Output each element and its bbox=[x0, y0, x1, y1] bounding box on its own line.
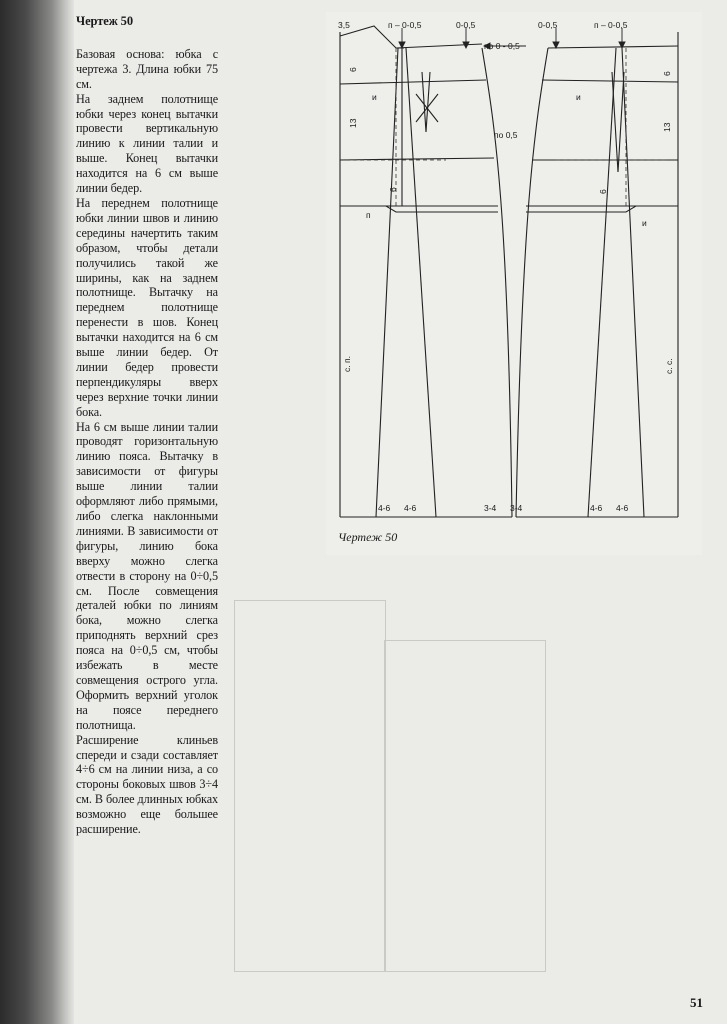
label-po-0-05: по 0 - 0,5 bbox=[484, 41, 520, 51]
label-hem: 3-4 bbox=[484, 503, 497, 513]
show-through-frame bbox=[384, 640, 546, 972]
paragraph: Базовая основа: юбка с чертежа 3. Длина юбки 75 см. bbox=[76, 46, 218, 91]
label-ss: с. с. bbox=[664, 358, 674, 374]
front-yoke-edge bbox=[526, 206, 678, 212]
paragraph: На заднем полотнище юбки через конец вытачки провести вертикальную линию к линии талии и выше. Конец вытачки находится на 6 см выше линии бедер. bbox=[76, 91, 218, 196]
label-hem: 4-6 bbox=[590, 503, 603, 513]
label-0-05-left: 0-0,5 bbox=[456, 20, 476, 30]
pattern-svg bbox=[326, 12, 702, 555]
arrow-head bbox=[553, 42, 559, 48]
back-panel-line-b bbox=[406, 48, 436, 517]
label-3-5: 3,5 bbox=[338, 20, 350, 30]
label-p-left: п – 0-0,5 bbox=[388, 20, 422, 30]
label-hem: 3-4 bbox=[510, 503, 523, 513]
back-waistband-top bbox=[396, 44, 482, 48]
label-i: и bbox=[372, 92, 377, 102]
label-i: и bbox=[642, 218, 647, 228]
label-0-05-right: 0-0,5 bbox=[538, 20, 558, 30]
label-p: п bbox=[366, 210, 371, 220]
label-sp: с. п. bbox=[342, 356, 352, 372]
section-heading: Чертеж 50 bbox=[76, 14, 133, 28]
front-panel-line-a bbox=[588, 48, 616, 517]
label-i: и bbox=[576, 92, 581, 102]
paragraph: На 6 см выше линии талии проводят горизонтальную линию пояса. Вытачку в зависимости от фигуры выше линии талии оформляют либо прямыми, либо слегка наклонными линиями. В зависимости от фигуры, линию бока вверху можно слегка отвести в сторону на 0÷0,5 см. После совмещения деталей юбки по линиям бока, можно слегка приподнять верхний срез пояса на 0÷0,5 см, чтобы избежать в месте совмещения острого угла. Оформить верхний уголок на поясе переднего полотнища. bbox=[76, 419, 218, 732]
page-number: 51 bbox=[690, 995, 703, 1010]
label-hem: 4-6 bbox=[378, 503, 391, 513]
label-hem: 4-6 bbox=[404, 503, 417, 513]
back-yoke-edge bbox=[340, 206, 498, 212]
label-hem: 4-6 bbox=[616, 503, 629, 513]
book-spine-shadow bbox=[0, 0, 74, 1024]
label-po-0-5: по 0,5 bbox=[494, 130, 518, 140]
paragraph: Расширение клиньев спереди и сзади составляет 4÷6 см на линии низа, а со стороны боковых швов 3÷4 см. В более длинных юбках возможно еще большее расширение. bbox=[76, 732, 218, 837]
label-dim-6: 6 bbox=[348, 67, 358, 72]
label-dim-6: 6 bbox=[598, 189, 608, 194]
front-waist-line bbox=[542, 80, 678, 82]
figure-caption: Чертеж 50 bbox=[338, 530, 398, 544]
label-dim-13: 13 bbox=[662, 122, 672, 132]
paragraph: На переднем полотнище юбки линии швов и линию середины начертить таким образом, чтобы детали получились такой же ширины, как на заднем полотнище. Вытачку на переднем полотнище перенести в шов. Конец вытачки находится на 6 см выше линии бедер. От линии бедер провести перпендикуляры вверх через верхние точки линии бока. bbox=[76, 195, 218, 419]
label-dim-13: 13 bbox=[348, 118, 358, 128]
front-side-seam bbox=[516, 48, 548, 517]
pattern-drawing bbox=[326, 12, 702, 555]
back-waist-line bbox=[340, 80, 486, 84]
show-through-frame bbox=[234, 600, 386, 972]
front-waistband-top bbox=[548, 46, 678, 48]
text-column bbox=[76, 14, 218, 837]
front-dart-leg bbox=[618, 72, 624, 172]
label-p-right: п – 0-0,5 bbox=[594, 20, 628, 30]
front-panel-line-b bbox=[622, 48, 644, 517]
label-dim-6: 6 bbox=[388, 187, 398, 192]
back-side-seam bbox=[482, 48, 512, 517]
back-panel-line-a bbox=[376, 48, 398, 517]
front-dart-leg bbox=[612, 72, 618, 172]
label-dim-6: 6 bbox=[662, 71, 672, 76]
back-dart-leg bbox=[426, 72, 430, 132]
